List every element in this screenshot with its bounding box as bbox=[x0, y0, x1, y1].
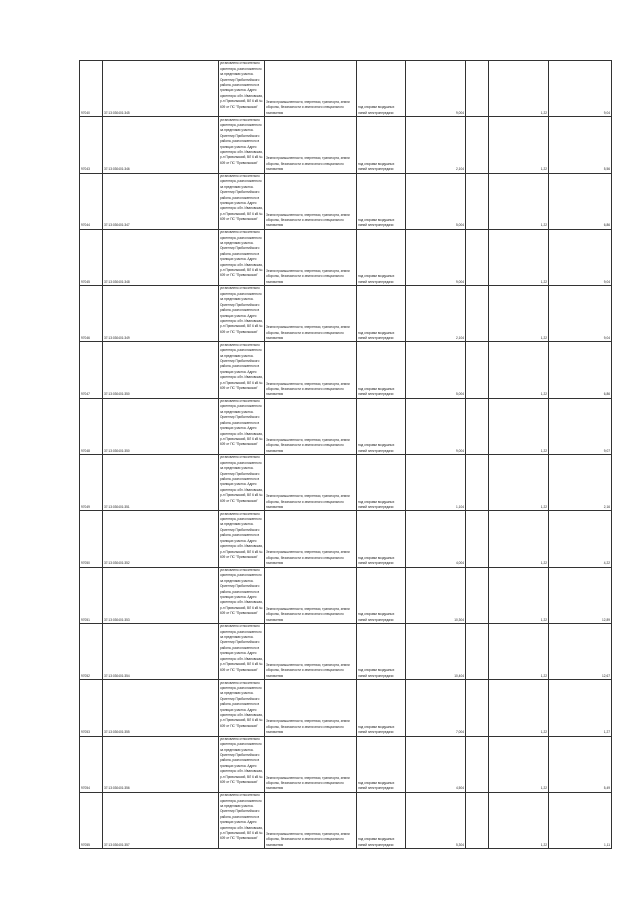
cell-location bbox=[219, 398, 265, 454]
cell-cadastral-number: 37:13:030401:356 bbox=[103, 736, 219, 792]
table-row bbox=[80, 342, 612, 398]
table-row bbox=[80, 455, 612, 511]
cell-permitted-use-text: под опорами воздушных линий электропередачи bbox=[358, 218, 395, 228]
cell-total: 1,11 bbox=[549, 792, 612, 848]
cell-permitted-use bbox=[357, 398, 406, 454]
table-row bbox=[80, 567, 612, 623]
cell-permitted-use-text: под опорами воздушных линий электропередачи bbox=[358, 668, 395, 678]
cell-total: 4,22 bbox=[549, 511, 612, 567]
cell-row-id: 97054 bbox=[80, 736, 103, 792]
cell-area: 10,304 bbox=[406, 567, 466, 623]
cell-permitted-use bbox=[357, 117, 406, 173]
cell-cadastral-number: 37:13:030401:353 bbox=[103, 567, 219, 623]
cell-land-category-text: Земли промышленности, энергетики, транспорта, земли обороны, безопасности и земли иного специального назначения bbox=[266, 719, 350, 735]
cell-location bbox=[219, 342, 265, 398]
cell-land-category-text: Земли промышленности, энергетики, транспорта, земли обороны, безопасности и земли иного специального назначения bbox=[266, 212, 350, 228]
cell-cadastral-number: 37:13:030401:350 bbox=[103, 398, 219, 454]
cell-cadastral-number: 37:13:030401:346 bbox=[103, 117, 219, 173]
cell-location bbox=[219, 736, 265, 792]
cell-row-id: 97052 bbox=[80, 623, 103, 679]
cell-total: 9,07 bbox=[549, 398, 612, 454]
cell-permitted-use-text: под опорами воздушных линий электропередачи bbox=[358, 274, 395, 284]
table-body bbox=[80, 61, 612, 849]
cell-location-text: установлено относительно ориентира, расположенного за пределами участка. Ориентир Прибалтийского района, расположенного в границах участка. Адрес ориентира: обл. Ивановская, р-н Приволжский, ВЛ 6 кВ № 609 от ПС "Приволжская" bbox=[220, 736, 263, 785]
table-row bbox=[80, 117, 612, 173]
cell-permitted-use-text: под опорами воздушных линий электропередачи bbox=[358, 386, 395, 397]
table-row bbox=[80, 511, 612, 567]
table-row bbox=[80, 623, 612, 679]
cell-empty bbox=[466, 511, 489, 567]
cell-area: 10,404 bbox=[406, 623, 466, 679]
cell-permitted-use bbox=[357, 286, 406, 342]
cell-land-category bbox=[265, 792, 357, 848]
table-row bbox=[80, 61, 612, 117]
cell-location bbox=[219, 567, 265, 623]
cell-rate: 1,22 bbox=[489, 286, 549, 342]
cell-land-category bbox=[265, 61, 357, 117]
cell-land-category bbox=[265, 455, 357, 511]
table-row bbox=[80, 229, 612, 285]
cell-land-category-text: Земли промышленности, энергетики, транспорта, земли обороны, безопасности и земли иного специального назначения bbox=[266, 831, 350, 847]
cell-row-id: 97047 bbox=[80, 342, 103, 398]
cell-empty bbox=[466, 567, 489, 623]
cell-location bbox=[219, 173, 265, 229]
cell-permitted-use bbox=[357, 680, 406, 736]
cell-row-id: 97055 bbox=[80, 792, 103, 848]
cell-area: 9,004 bbox=[406, 61, 466, 117]
cell-total: 2,16 bbox=[549, 455, 612, 511]
cell-permitted-use-text: под опорами воздушных линий электропередачи bbox=[358, 105, 395, 115]
cell-land-category-text: Земли промышленности, энергетики, транспорта, земли обороны, безопасности и земли иного специального назначения bbox=[266, 156, 350, 172]
cell-location-text: установлено относительно ориентира, расположенного за пределами участка. Ориентир Прибалтийского района, расположенного в границах участка. Адрес ориентира: обл. Ивановская, р-н Приволжский, ВЛ 6 кВ № 609 от ПС "Приволжская" bbox=[220, 624, 263, 672]
cell-empty bbox=[466, 680, 489, 736]
cell-area: 4,504 bbox=[406, 736, 466, 792]
cell-location bbox=[219, 61, 265, 117]
cell-permitted-use bbox=[357, 623, 406, 679]
cell-cadastral-number: 37:13:030401:350 bbox=[103, 342, 219, 398]
cell-permitted-use bbox=[357, 173, 406, 229]
cell-rate: 1,22 bbox=[489, 736, 549, 792]
table-row bbox=[80, 286, 612, 342]
cell-rate: 1,22 bbox=[489, 342, 549, 398]
cell-land-category bbox=[265, 173, 357, 229]
cell-permitted-use-text: под опорами воздушных линий электропередачи bbox=[358, 161, 395, 172]
cell-total: 5,49 bbox=[549, 736, 612, 792]
cell-row-id: 97046 bbox=[80, 286, 103, 342]
cell-total: 6,86 bbox=[549, 342, 612, 398]
cell-cadastral-number: 37:13:030401:354 bbox=[103, 623, 219, 679]
cell-row-id: 97049 bbox=[80, 455, 103, 511]
cell-empty bbox=[466, 455, 489, 511]
cell-total: 5,56 bbox=[549, 117, 612, 173]
table-row bbox=[80, 398, 612, 454]
cell-location-text: установлено относительно ориентира, расположенного за пределами участка. Ориентир Прибалтийского района, расположенного в границах участка. Адрес ориентира: обл. Ивановская, р-н Приволжский, ВЛ 6 кВ № 609 от ПС "Приволжская" bbox=[220, 455, 263, 503]
cell-permitted-use-text: под опорами воздушных линий электропередачи bbox=[358, 724, 395, 735]
cell-rate: 1,22 bbox=[489, 623, 549, 679]
cell-permitted-use-text: под опорами воздушных линий электропередачи bbox=[358, 499, 395, 509]
cell-land-category-text: Земли промышленности, энергетики, транспорта, земли обороны, безопасности и земли иного специального назначения bbox=[266, 494, 350, 509]
cell-area: 5,004 bbox=[406, 342, 466, 398]
cell-empty bbox=[466, 792, 489, 848]
cell-rate: 1,22 bbox=[489, 398, 549, 454]
cell-rate: 1,22 bbox=[489, 680, 549, 736]
cell-permitted-use-text: под опорами воздушных линий электропередачи bbox=[358, 555, 395, 566]
cell-rate: 1,22 bbox=[489, 117, 549, 173]
cell-empty bbox=[466, 229, 489, 285]
cell-permitted-use-text: под опорами воздушных линий электропередачи bbox=[358, 781, 395, 791]
cell-cadastral-number: 37:13:030401:351 bbox=[103, 455, 219, 511]
cell-rate: 1,22 bbox=[489, 173, 549, 229]
cell-row-id: 97043 bbox=[80, 117, 103, 173]
cell-land-category-text: Земли промышленности, энергетики, транспорта, земли обороны, безопасности и земли иного специального назначения bbox=[266, 663, 350, 678]
cell-location-text: установлено относительно ориентира, расположенного за пределами участка. Ориентир Прибалтийского района, расположенного в границах участка. Адрес ориентира: обл. Ивановская, р-н Приволжский, ВЛ 6 кВ № 609 от ПС "Приволжская" bbox=[220, 680, 263, 728]
cell-area: 4,004 bbox=[406, 511, 466, 567]
cell-rate: 1,22 bbox=[489, 792, 549, 848]
table-row bbox=[80, 173, 612, 229]
cell-land-category bbox=[265, 342, 357, 398]
cell-land-category bbox=[265, 398, 357, 454]
cell-permitted-use bbox=[357, 229, 406, 285]
cell-land-category bbox=[265, 567, 357, 623]
cell-area: 5,004 bbox=[406, 173, 466, 229]
cell-land-category bbox=[265, 511, 357, 567]
cell-permitted-use-text: под опорами воздушных линий электропередачи bbox=[358, 330, 395, 341]
cell-land-category-text: Земли промышленности, энергетики, транспорта, земли обороны, безопасности и земли иного специального назначения bbox=[266, 100, 350, 115]
cell-land-category-text: Земли промышленности, энергетики, транспорта, земли обороны, безопасности и земли иного специального назначения bbox=[266, 437, 350, 453]
cell-location-text: установлено относительно ориентира, расположенного за пределами участка. Ориентир Прибалтийского района, расположенного в границах участка. Адрес ориентира: обл. Ивановская, р-н Приволжский, ВЛ 6 кВ № 609 от ПС "Приволжская" bbox=[220, 399, 263, 447]
cell-land-category-text: Земли промышленности, энергетики, транспорта, земли обороны, безопасности и земли иного специального назначения bbox=[266, 775, 350, 791]
cell-location bbox=[219, 229, 265, 285]
cell-total: 6,86 bbox=[549, 173, 612, 229]
cell-location-text: установлено относительно ориентира, расположенного за пределами участка. Ориентир Прибалтийского района, расположенного в границах участка. Адрес ориентира: обл. Ивановская, р-н Приволжский, ВЛ 6 кВ № 609 от ПС "Приволжская" bbox=[220, 342, 263, 391]
cell-location-text: установлено относительно ориентира, расположенного за пределами участка. Ориентир Прибалтийского района, расположенного в границах участка. Адрес ориентира: обл. Ивановская, р-н Приволжский, ВЛ 6 кВ № 609 от ПС "Приволжская" bbox=[220, 286, 263, 334]
cell-row-id: 97051 bbox=[80, 567, 103, 623]
cell-location bbox=[219, 511, 265, 567]
cell-location-text: установлено относительно ориентира, расположенного за пределами участка. Ориентир Прибалтийского района, расположенного в границах участка. Адрес ориентира: обл. Ивановская, р-н Приволжский, ВЛ 6 кВ № 609 от ПС "Приволжская" bbox=[220, 117, 263, 165]
cell-location-text: установлено относительно ориентира, расположенного за пределами участка. Ориентир Прибалтийского района, расположенного в границах участка. Адрес ориентира: обл. Ивановская, р-н Приволжский, ВЛ 6 кВ № 609 от ПС "Приволжская" bbox=[220, 567, 263, 616]
cell-cadastral-number: 37:13:030401:347 bbox=[103, 173, 219, 229]
cell-permitted-use bbox=[357, 736, 406, 792]
cell-cadastral-number: 37:13:030401:349 bbox=[103, 286, 219, 342]
cell-land-category-text: Земли промышленности, энергетики, транспорта, земли обороны, безопасности и земли иного специального назначения bbox=[266, 268, 350, 284]
cell-land-category bbox=[265, 623, 357, 679]
cell-permitted-use bbox=[357, 511, 406, 567]
cell-row-id: 97053 bbox=[80, 680, 103, 736]
cell-area: 7,004 bbox=[406, 680, 466, 736]
cell-location bbox=[219, 117, 265, 173]
cell-rate: 1,22 bbox=[489, 567, 549, 623]
cell-permitted-use bbox=[357, 61, 406, 117]
cell-empty bbox=[466, 117, 489, 173]
cell-permitted-use-text: под опорами воздушных линий электропередачи bbox=[358, 837, 395, 847]
cell-location bbox=[219, 623, 265, 679]
cell-empty bbox=[466, 61, 489, 117]
cell-cadastral-number: 37:13:030401:357 bbox=[103, 792, 219, 848]
cell-permitted-use bbox=[357, 342, 406, 398]
cell-total: 9,04 bbox=[549, 286, 612, 342]
cell-area: 5,304 bbox=[406, 792, 466, 848]
cell-row-id: 97044 bbox=[80, 173, 103, 229]
cell-area: 2,104 bbox=[406, 117, 466, 173]
cell-empty bbox=[466, 736, 489, 792]
cell-empty bbox=[466, 398, 489, 454]
cell-land-category-text: Земли промышленности, энергетики, транспорта, земли обороны, безопасности и земли иного специального назначения bbox=[266, 325, 350, 341]
cell-area: 9,004 bbox=[406, 398, 466, 454]
cell-rate: 1,22 bbox=[489, 511, 549, 567]
cell-empty bbox=[466, 623, 489, 679]
cell-cadastral-number: 37:13:030401:348 bbox=[103, 229, 219, 285]
cell-total: 1,27 bbox=[549, 680, 612, 736]
cell-land-category bbox=[265, 736, 357, 792]
table-row bbox=[80, 792, 612, 848]
cell-land-category bbox=[265, 680, 357, 736]
cell-rate: 1,22 bbox=[489, 61, 549, 117]
cell-location-text: установлено относительно ориентира, расположенного за пределами участка. Ориентир Прибалтийского района, расположенного в границах участка. Адрес ориентира: обл. Ивановская, р-н Приволжский, ВЛ 6 кВ № 609 от ПС "Приволжская" bbox=[220, 511, 263, 559]
cell-cadastral-number: 37:13:030401:355 bbox=[103, 680, 219, 736]
cell-row-id: 97045 bbox=[80, 229, 103, 285]
cell-cadastral-number: 37:13:030401:352 bbox=[103, 511, 219, 567]
table-row bbox=[80, 680, 612, 736]
cell-rate: 1,22 bbox=[489, 229, 549, 285]
table-row bbox=[80, 736, 612, 792]
cell-row-id: 97050 bbox=[80, 511, 103, 567]
cell-total: 12,67 bbox=[549, 623, 612, 679]
cell-empty bbox=[466, 342, 489, 398]
cell-permitted-use-text: под опорами воздушных линий электропередачи bbox=[358, 612, 395, 622]
cell-location bbox=[219, 680, 265, 736]
cell-rate: 1,22 bbox=[489, 455, 549, 511]
cell-permitted-use bbox=[357, 792, 406, 848]
cell-empty bbox=[466, 286, 489, 342]
cell-location-text: установлено относительно ориентира, расположенного за пределами участка. Ориентир Прибалтийского района, расположенного в границах участка. Адрес ориентира: обл. Ивановская, р-н Приволжский, ВЛ 6 кВ № 609 от ПС "Приволжская" bbox=[220, 230, 263, 278]
cell-permitted-use-text: под опорами воздушных линий электропередачи bbox=[358, 443, 395, 453]
cell-location bbox=[219, 455, 265, 511]
spreadsheet-table bbox=[79, 60, 612, 849]
cell-permitted-use bbox=[357, 455, 406, 511]
cell-total: 9,04 bbox=[549, 229, 612, 285]
cell-area: 9,004 bbox=[406, 229, 466, 285]
cell-row-id: 97040 bbox=[80, 61, 103, 117]
cell-total: 12,89 bbox=[549, 567, 612, 623]
cell-land-category-text: Земли промышленности, энергетики, транспорта, земли обороны, безопасности и земли иного специального назначения bbox=[266, 550, 350, 566]
cell-land-category bbox=[265, 229, 357, 285]
cell-land-category-text: Земли промышленности, энергетики, транспорта, земли обороны, безопасности и земли иного специального назначения bbox=[266, 606, 350, 622]
cell-land-category bbox=[265, 117, 357, 173]
cell-land-category-text: Земли промышленности, энергетики, транспорта, земли обороны, безопасности и земли иного специального назначения bbox=[266, 381, 350, 397]
cell-land-category bbox=[265, 286, 357, 342]
cell-location bbox=[219, 286, 265, 342]
cell-permitted-use bbox=[357, 567, 406, 623]
cell-location-text: установлено относительно ориентира, расположенного за пределами участка. Ориентир Прибалтийского района, расположенного в границах участка. Адрес ориентира: обл. Ивановская, р-н Приволжский, ВЛ 6 кВ № 609 от ПС "Приволжская" bbox=[220, 793, 263, 841]
cell-area: 2,104 bbox=[406, 286, 466, 342]
cell-cadastral-number: 37:13:030401:345 bbox=[103, 61, 219, 117]
cell-location bbox=[219, 792, 265, 848]
cell-row-id: 97048 bbox=[80, 398, 103, 454]
cell-empty bbox=[466, 173, 489, 229]
cell-total: 9,04 bbox=[549, 61, 612, 117]
cell-area: 1,104 bbox=[406, 455, 466, 511]
cell-location-text: установлено относительно ориентира, расположенного за пределами участка. Ориентир Прибалтийского района, расположенного в границах участка. Адрес ориентира: обл. Ивановская, р-н Приволжский, ВЛ 6 кВ № 609 от ПС "Приволжская" bbox=[220, 61, 263, 109]
cell-location-text: установлено относительно ориентира, расположенного за пределами участка. Ориентир Прибалтийского района, расположенного в границах участка. Адрес ориентира: обл. Ивановская, р-н Приволжский, ВЛ 6 кВ № 609 от ПС "Приволжская" bbox=[220, 173, 263, 222]
